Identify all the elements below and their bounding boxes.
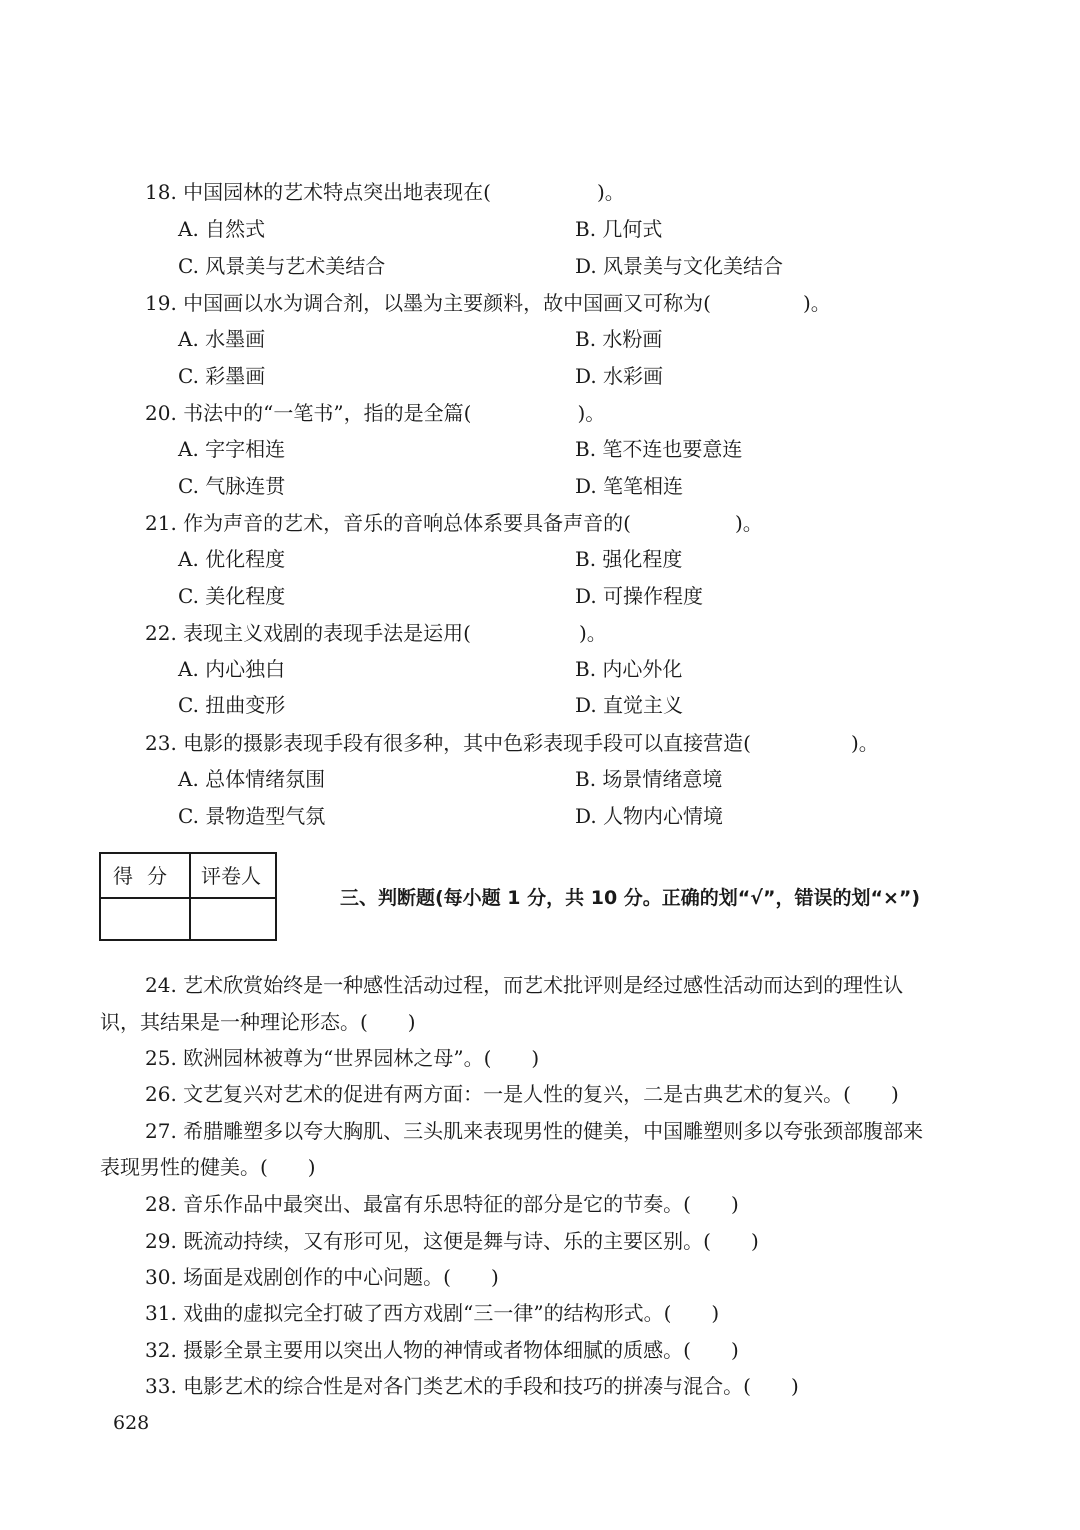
question-23 — [145, 730, 879, 756]
option-a: A. 内心独白 — [178, 657, 286, 681]
question-number: 23. — [145, 731, 177, 755]
option-c: C. 美化程度 — [178, 584, 286, 608]
judgment-24: 24. 艺术欣赏始终是一种感性活动过程，而艺术批评则是经过感性活动而达到的理性认 — [145, 973, 904, 997]
question-text: 中国画以水为调合剂，以墨为主要颜料，故中国画又可称为( — [183, 291, 711, 315]
judgment-24-continued: 识，其结果是一种理论形态。( ) — [100, 1010, 416, 1034]
question-tail: )。 — [578, 621, 607, 645]
judgment-29: 29. 既流动持续，又有形可见，这便是舞与诗、乐的主要区别。( ) — [145, 1229, 759, 1253]
judgment-25: 25. 欧洲园林被尊为“世界园林之母”。( ) — [145, 1046, 540, 1070]
question-number: 20. — [145, 401, 177, 425]
option-a: A. 字字相连 — [178, 437, 286, 461]
section-title: 三、判断题(每小题 1 分，共 10 分。正确的划“√”，错误的划“×”) — [340, 887, 921, 909]
question-18 — [145, 179, 625, 205]
option-b: B. 场景情绪意境 — [575, 767, 723, 791]
question-text: 中国园林的艺术特点突出地表现在( — [183, 180, 491, 204]
judgment-33: 33. 电影艺术的综合性是对各门类艺术的手段和技巧的拼凑与混合。( ) — [145, 1374, 799, 1398]
question-21 — [145, 510, 763, 536]
judgment-27-continued: 表现男性的健美。( ) — [100, 1155, 316, 1179]
question-text: 书法中的“一笔书”，指的是全篇( — [183, 401, 472, 425]
option-d: D. 可操作程度 — [575, 584, 704, 608]
option-b: B. 内心外化 — [575, 657, 683, 681]
question-22 — [145, 620, 607, 646]
judgment-27: 27. 希腊雕塑多以夸大胸肌、三头肌来表现男性的健美，中国雕塑则多以夸张颈部腹部来 — [145, 1119, 924, 1143]
question-tail: )。 — [850, 731, 879, 755]
question-tail: )。 — [596, 180, 625, 204]
judgment-28: 28. 音乐作品中最突出、最富有乐思特征的部分是它的节奏。( ) — [145, 1192, 739, 1216]
question-text: 表现主义戏剧的表现手法是运用( — [183, 621, 471, 645]
question-tail: )。 — [802, 291, 831, 315]
score-label: 得分 — [113, 864, 181, 888]
option-c: C. 彩墨画 — [178, 364, 266, 388]
option-b: B. 笔不连也要意连 — [575, 437, 743, 461]
option-c: C. 扭曲变形 — [178, 693, 286, 717]
grader-label: 评卷人 — [201, 864, 261, 888]
option-d: D. 直觉主义 — [575, 693, 684, 717]
judgment-32: 32. 摄影全景主要用以突出人物的神情或者物体细腻的质感。( ) — [145, 1338, 739, 1362]
page-number: 628 — [113, 1412, 150, 1434]
judgment-31: 31. 戏曲的虚拟完全打破了西方戏剧“三一律”的结构形式。( ) — [145, 1301, 720, 1325]
option-c: C. 气脉连贯 — [178, 474, 286, 498]
table-divider — [101, 897, 275, 899]
judgment-30: 30. 场面是戏剧创作的中心问题。( ) — [145, 1265, 499, 1289]
question-tail: )。 — [734, 511, 763, 535]
question-number: 22. — [145, 621, 177, 645]
option-c: C. 景物造型气氛 — [178, 804, 326, 828]
question-text: 作为声音的艺术，音乐的音响总体系要具备声音的( — [183, 511, 631, 535]
question-number: 19. — [145, 291, 177, 315]
option-b: B. 水粉画 — [575, 327, 663, 351]
question-text: 电影的摄影表现手段有很多种，其中色彩表现手段可以直接营造( — [183, 731, 751, 755]
question-20 — [145, 400, 605, 426]
question-number: 21. — [145, 511, 177, 535]
option-d: D. 笔笔相连 — [575, 474, 684, 498]
option-d: D. 水彩画 — [575, 364, 664, 388]
score-table — [99, 852, 277, 941]
option-c: C. 风景美与艺术美结合 — [178, 254, 386, 278]
option-a: A. 总体情绪氛围 — [178, 767, 326, 791]
option-d: D. 风景美与文化美结合 — [575, 254, 784, 278]
option-d: D. 人物内心情境 — [575, 804, 724, 828]
option-a: A. 水墨画 — [178, 327, 266, 351]
judgment-26: 26. 文艺复兴对艺术的促进有两方面：一是人性的复兴，二是古典艺术的复兴。( ) — [145, 1082, 899, 1106]
question-tail: )。 — [577, 401, 606, 425]
question-number: 18. — [145, 180, 177, 204]
option-b: B. 几何式 — [575, 217, 663, 241]
option-a: A. 自然式 — [178, 217, 266, 241]
question-19 — [145, 290, 831, 316]
option-b: B. 强化程度 — [575, 547, 683, 571]
option-a: A. 优化程度 — [178, 547, 286, 571]
